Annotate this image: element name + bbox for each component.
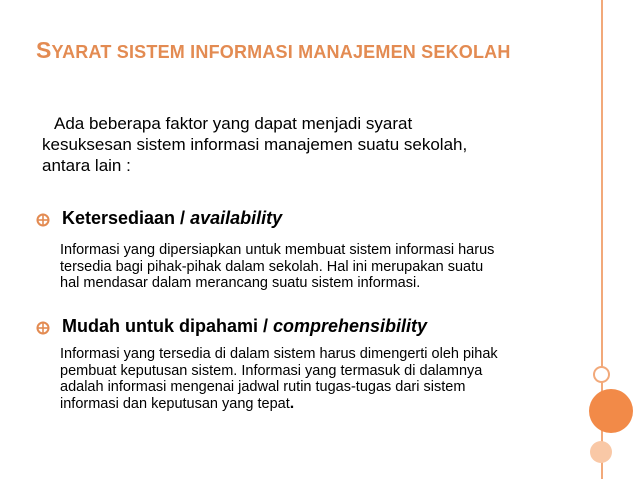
bullet-description xyxy=(36,346,576,412)
bullet-heading xyxy=(36,208,576,229)
bullet-description xyxy=(36,242,576,292)
intro-line: Ada beberapa faktor yang dapat menjadi syarat xyxy=(54,114,413,133)
description-period: . xyxy=(289,394,295,412)
intro-paragraph xyxy=(42,113,562,176)
bullet-heading-term: comprehensibility xyxy=(273,316,428,336)
description-line: tersedia bagi pihak-pihak dalam sekolah. Hal ini merupakan suatu xyxy=(60,258,484,275)
description-line: pembuat keputusan sistem. Informasi yang termasuk di dalamnya xyxy=(60,362,483,379)
bullet-heading-text: Ketersediaan / xyxy=(62,208,191,228)
bullet-heading-term: availability xyxy=(190,208,283,228)
ornament-icon xyxy=(36,321,50,335)
description-line: hal mendasar dalam merancang suatu sistem informasi. xyxy=(60,275,421,291)
decor-ring xyxy=(593,366,610,383)
list-item xyxy=(36,316,576,412)
intro-line: antara lain : xyxy=(42,156,131,175)
decor-circle-large xyxy=(589,389,633,433)
description-line: adalah informasi mengenai jadwal rutin tugas-tugas dari sistem xyxy=(60,379,466,395)
description-line: Informasi yang dipersiapkan untuk membuat sistem informasi harus xyxy=(60,242,495,258)
intro-line: kesuksesan sistem informasi manajemen suatu sekolah, xyxy=(42,135,468,154)
ornament-icon xyxy=(36,213,50,227)
bullet-heading xyxy=(36,316,576,337)
list-item xyxy=(36,208,576,292)
bullet-heading-text: Mudah untuk dipahami / xyxy=(62,316,273,336)
decor-circle-small xyxy=(590,441,612,463)
slide-title: SYARAT SISTEM INFORMASI MANAJEMEN SEKOLAH xyxy=(36,37,511,63)
description-line: Informasi yang tersedia di dalam sistem harus dimengerti oleh pihak xyxy=(60,346,498,362)
description-line: informasi dan keputusan yang tepat xyxy=(60,395,290,412)
